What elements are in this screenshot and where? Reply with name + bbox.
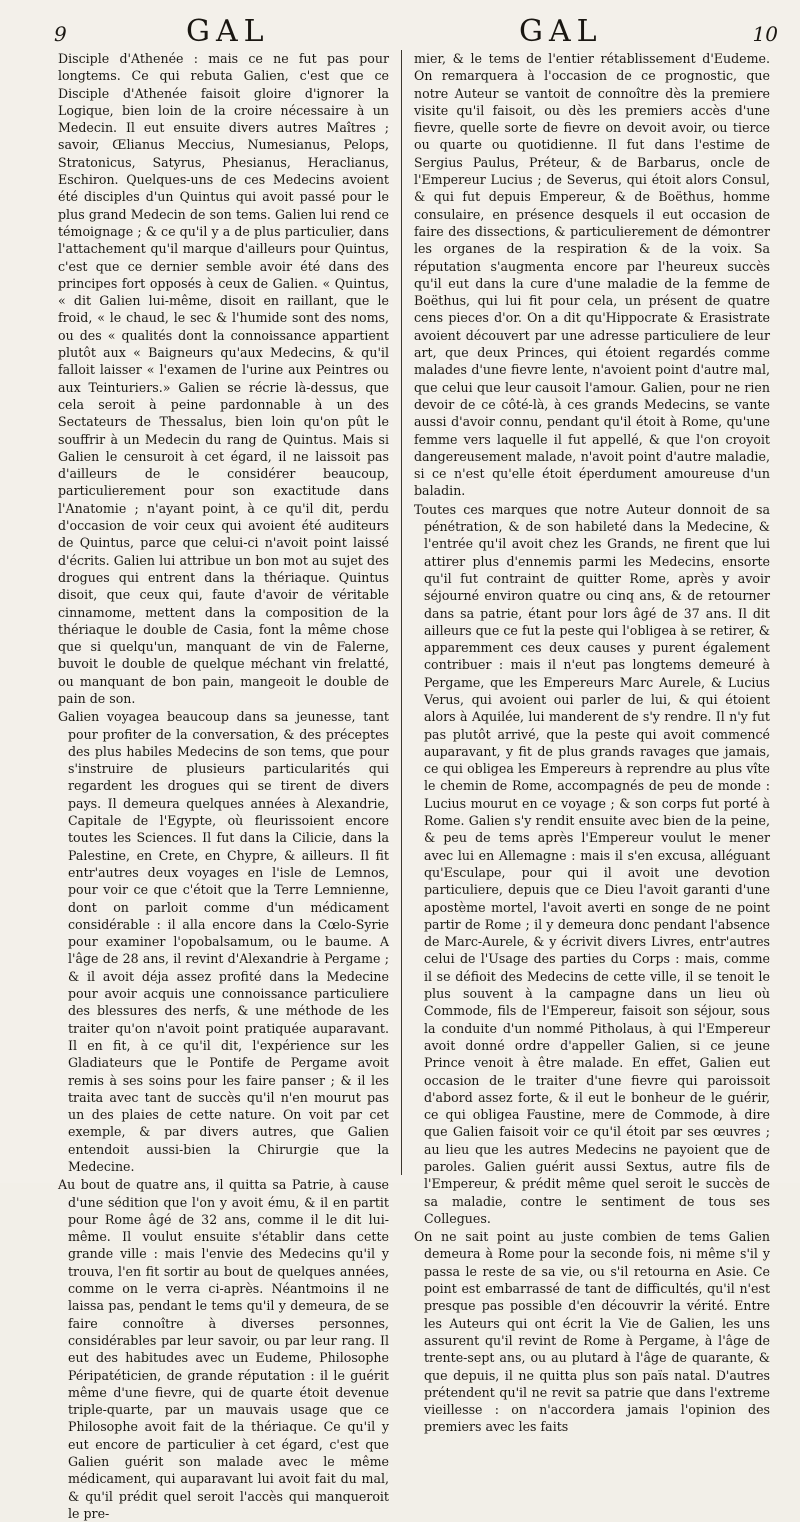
running-head-left: GAL: [186, 14, 270, 49]
page-header: [0, 10, 800, 50]
paragraph: Toutes ces marques que notre Auteur donnoit de sa pénétration, & de son habileté dans la Medecine, & l'entrée qu'il avoit chez les Grands, ne firent que lui attirer plus d'ennemis parmi les Medecins, ensorte qu'il fut contraint de quitter Rome, après y avoir séjourné environ quatre ou cinq ans, & de retourner dans sa patrie, étant pour lors âgé de 37 ans. Il dit ailleurs que ce fut la peste qui l'obligea à se retirer, & apparemment ces deux causes y purent également contribuer : mais il n'eut pas longtems demeuré à Pergame, que les Empereurs Marc Aurele, & Lucius Verus, qui avoient oui parler de lui, & qui étoient alors à Aquilée, lui manderent de s'y rendre. Il n'y fut pas plutôt arrivé, que la peste qui avoit commencé auparavant, y fit de plus grands ravages que jamais, ce qui obligea les Empereurs à reprendre au plus vîte le chemin de Rome, accompagnés de peu de monde : Lucius mourut en ce voyage ; & son corps fut porté à Rome. Galien s'y rendit ensuite avec bien de la peine, & peu de tems après l'Empereur voulut le mener avec lui en Allemagne : mais il s'en excusa, alléguant qu'Esculape, pour qui il avoit une devotion particuliere, depuis que ce Dieu l'avoit garanti d'une apostème mortel, l'avoit averti en songe de ne point partir de Rome ; il y demeura donc pendant l'absence de Marc-Aurele, & y écrivit divers Livres, entr'autres celui de l'Usage des parties du Corps : mais, comme il se défioit des Medecins de cette ville, il se tenoit le plus souvent à la campagne dans un lieu où Commode, fils de l'Empereur, faisoit son séjour, sous la conduite d'un nommé Pitholaus, à qui l'Empereur avoit donné ordre d'appeller Galien, si ce jeune Prince venoit à être malade. En effet, Galien eut occasion de le traiter d'une fievre qui paroissoit d'abord assez forte, & il eut le bonheur de le guérir, ce qui obligea Faustine, mere de Commode, à dire que Galien faisoit voir ce qu'il étoit par ses œuvres ; au lieu que les autres Medecins ne payoient que de paroles. Galien guérit aussi Sextus, autre fils de l'Empereur, & prédit même quel seroit le succès de sa maladie, contre le sentiment de tous ses Collegues.: [414, 501, 770, 1226]
running-head-right: GAL: [519, 14, 603, 49]
column-divider: [401, 50, 402, 1175]
paragraph: Galien voyagea beaucoup dans sa jeunesse, tant pour profiter de la conversation, & des préceptes des plus habiles Medecins de son tems, que pour s'instruire de plusieurs particularités qui regardent les drogues qui se tirent de divers pays. Il demeura quelques années à Alexandrie, Capitale de l'Egypte, où fleurissoient encore toutes les Sciences. Il fut dans la Cilicie, dans la Palestine, en Crete, en Chypre, & ailleurs. Il fit entr'autres deux voyages en l'isle de Lemnos, pour voir ce que c'étoit que la Terre Lemnienne, dont on parloit comme d'un médicament considérable : il alla encore dans la Cœlo-Syrie pour examiner l'opobalsamum, ou le baume. A l'âge de 28 ans, il revint d'Alexandrie à Pergame ; & il avoit déja assez profité dans la Medecine pour avoir acquis une connoissance particuliere des blessures des nerfs, & une méthode de les traiter qu'on n'avoit point pratiquée auparavant. Il en fit, à ce qu'il dit, l'expérience sur les Gladiateurs que le Pontife de Pergame avoit remis à ses soins pour les faire panser ; & il les traita avec tant de succès qu'il n'en mourut pas un des plaies de cette nature. On voit par cet exemple, & par divers autres, que Galien entendoit aussi-bien la Chirurgie que la Medecine.: [58, 709, 389, 1174]
right-column: [414, 50, 770, 1435]
paragraph: Disciple d'Athenée : mais ce ne fut pas pour longtems. Ce qui rebuta Galien, c'est que ce Disciple d'Athenée faisoit gloire d'ignorer la Logique, bien loin de la croire nécessaire à un Medecin. Il eut ensuite divers autres Maîtres ; savoir, Œlianus Meccius, Numesianus, Pelops, Stratonicus, Satyrus, Phesianus, Heraclianus, Eschiron. Quelques-uns de ces Medecins avoient été disciples d'un Quintus qui avoit passé pour le plus grand Medecin de son tems. Galien lui rend ce témoignage ; & ce qu'il y a de plus particulier, dans l'attachement qu'il marque d'ailleurs pour Quintus, c'est que ce dernier semble avoir été dans des principes fort opposés à ceux de Galien. « Quintus, « dit Galien lui-même, disoit en raillant, que le froid, « le chaud, le sec & l'humide sont des noms, ou des « qualités dont la connoissance appartient plutôt aux « Baigneurs qu'aux Medecins, & qu'il falloit laisser « l'examen de l'urine aux Peintres ou aux Teinturiers.» Galien se récrie là-dessus, que cela seroit à peine pardonnable à un des Sectateurs de Thessalus, bien loin qu'on pût le souffrir à un Medecin du rang de Quintus. Mais si Galien le censuroit à cet égard, il ne laissoit pas d'ailleurs de le considérer beaucoup, particulierement pour son exactitude dans l'Anatomie ; n'ayant point, à ce qu'il dit, perdu d'occasion de voir ceux qui avoient été auditeurs de Quintus, parce que celui-ci n'avoit point laissé d'écrits. Galien lui attribue un bon mot au sujet des drogues qui entrent dans la thériaque. Quintus disoit, que ceux qui, faute d'avoir de véritable cinnamome, mettent dans la composition de la thériaque le double de Casia, font la même chose que si quelqu'un, manquant de vin de Falerne, buvoit le double de quelque méchant vin frelatté, ou manquant de bon pain, mangeoit le double de pain de son.: [58, 51, 389, 706]
page-number-left: 9: [54, 22, 67, 46]
left-column: [58, 50, 389, 1521]
paragraph: On ne sait point au juste combien de tems Galien demeura à Rome pour la seconde fois, ni même s'il y passa le reste de sa vie, ou s'il retourna en Asie. Ce point est embarrassé de tant de difficultés, qu'il n'est presque pas possible d'en découvrir la vérité. Entre les Auteurs qui ont écrit la Vie de Galien, les uns assurent qu'il revint de Rome à Pergame, à l'âge de trente-sept ans, ou au plutard à l'âge de quarante, & que depuis, il ne quitta plus son païs natal. D'autres prétendent qu'il ne revit sa patrie que dans l'extreme vieillesse : on n'accordera jamais l'opinion des premiers avec les faits: [414, 1229, 770, 1435]
paragraph: mier, & le tems de l'entier rétablissement d'Eudeme. On remarquera à l'occasion de ce prognostic, que notre Auteur se vantoit de connoître dès la premiere visite qu'il faisoit, ou dès les premiers accès d'une fievre, quelle sorte de fievre on devoit avoir, ou tierce ou quarte ou quotidienne. Il fut dans l'estime de Sergius Paulus, Préteur, & de Barbarus, oncle de l'Empereur Lucius ; de Severus, qui étoit alors Consul, & qui fut depuis Empereur, & de Boëthus, homme consulaire, en présence desquels il eut occasion de faire des dissections, & particulierement de démontrer les organes de la respiration & de la voix. Sa réputation s'augmenta encore par l'heureux succès qu'il eut dans la cure d'une maladie de la femme de Boëthus, qui lui fit pour cela, un présent de quatre cens pieces d'or. On a dit qu'Hippocrate & Erasistrate avoient découvert par une adresse particuliere de leur art, que deux Princes, qui étoient regardés comme malades d'une fievre lente, n'avoient point d'autre mal, que celui que leur causoit l'amour. Galien, pour ne rien devoir de ce côté-là, à ces grands Medecins, se vante aussi d'avoir connu, pendant qu'il étoit à Rome, qu'une femme vers laquelle il fut appellé, & que l'on croyoit dangereusement malade, n'avoit point d'autre maladie, si ce n'est qu'elle étoit éperdument amoureuse d'un baladin.: [414, 51, 770, 499]
page-number-right: 10: [752, 22, 778, 46]
paragraph: Au bout de quatre ans, il quitta sa Patrie, à cause d'une sédition que l'on y avoit ému, & il en partit pour Rome âgé de 32 ans, comme il le dit lui-même. Il voulut ensuite s'établir dans cette grande ville : mais l'envie des Medecins qu'il y trouva, l'en fit sortir au bout de quelques années, comme on le verra ci-après. Néantmoins il ne laissa pas, pendant le tems qu'il y demeura, de se faire connoître à diverses personnes, considérables par leur savoir, ou par leur rang. Il eut des habitudes avec un Eudeme, Philosophe Péripatéticien, de grande réputation : il le guérit même d'une fievre, qui de quarte étoit devenue triple-quarte, par un mauvais usage que ce Philosophe avoit fait de la thériaque. Ce qu'il y eut encore de particulier à cet égard, c'est que Galien guérit son malade avec le même médicament, qui auparavant lui avoit fait du mal, & qu'il prédit quel seroit l'accès qui manqueroit le pre-: [58, 1177, 389, 1521]
